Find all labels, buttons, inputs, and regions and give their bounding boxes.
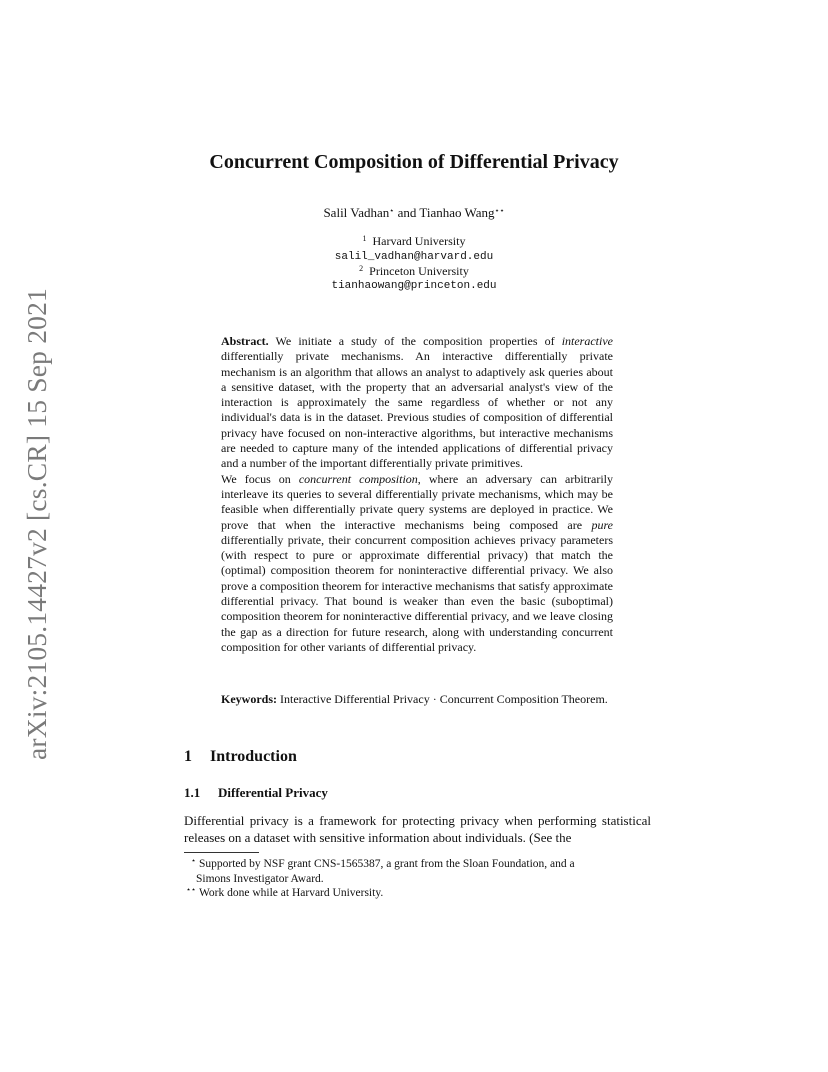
affiliation-2 <box>0 264 828 279</box>
author-footnote-mark: ⋆⋆ <box>494 206 505 215</box>
affiliation-1 <box>0 234 828 249</box>
section-title: Introduction <box>210 748 297 765</box>
footnote-1: ⋆ Supported by NSF grant CNS-1565387, a grant from the Sloan Foundation, and a Simons Investigator Award. <box>190 856 575 885</box>
abstract <box>221 334 613 655</box>
keywords-label: Keywords: <box>221 692 277 706</box>
affiliation-name: Harvard University <box>372 234 466 248</box>
author-name: Salil Vadhan <box>323 205 390 220</box>
abstract-label: Abstract. <box>221 334 269 348</box>
subsection-heading <box>184 785 328 801</box>
keywords-text: Interactive Differential Privacy · Concurrent Composition Theorem. <box>277 692 608 706</box>
body-paragraph: Differential privacy is a framework for protecting privacy when performing statistical releases on a dataset with sensitive information about individuals. (See the <box>184 813 651 845</box>
footnote-rule <box>184 852 259 853</box>
subsection-title: Differential Privacy <box>218 785 328 800</box>
section-heading <box>184 748 297 766</box>
affiliation-2-email: tianhaowang@princeton.edu <box>331 280 497 292</box>
keywords <box>221 692 613 707</box>
paper-title: Concurrent Composition of Differential Privacy <box>209 151 619 173</box>
subsection-number: 1.1 <box>184 785 201 800</box>
affiliation-mark: 2 <box>359 264 364 273</box>
affiliation-name: Princeton University <box>369 264 469 278</box>
affiliation-mark: 1 <box>362 234 367 243</box>
arxiv-identifier-stamp: arXiv:2105.14427v2 [cs.CR] 15 Sep 2021 <box>21 287 52 761</box>
abstract-paragraph-2: We focus on concurrent composition, where an adversary can arbitrarily interleave its queries to several differentially private mechanisms, which may be feasible when differentially private query systems are deployed in practice. We prove that when the interactive mechanisms being composed are pure differentially private, their concurrent composition achieves privacy parameters (with respect to pure or approximate differential privacy) that match the (optimal) composition theorem for noninteractive differential privacy. We also prove a composition theorem for interactive mechanisms that satisfy approximate differential privacy. That bound is weaker than even the basic (suboptimal) composition theorem for noninteractive differential privacy, and we leave closing the gap as a direction for future research, along with understanding concurrent composition for other variants of differential privacy. <box>221 471 613 654</box>
author-footnote-mark: ⋆ <box>389 206 395 215</box>
affiliation-1-email: salil_vadhan@harvard.edu <box>334 251 494 263</box>
author-line <box>0 205 828 221</box>
abstract-paragraph-1: Abstract. We initiate a study of the composition properties of interactive differentially private mechanisms. An interactive differentially private mechanism is an algorithm that allows an analyst to adaptively ask queries about a sensitive dataset, with the property that an adversarial analyst's view of the interaction is approximately the same regardless of whether or not any individual's data is in the dataset. Previous studies of composition of differential privacy have focused on non-interactive algorithms, but interactive mechanisms are needed to capture many of the intended applications of differential privacy and a number of the important differentially private primitives. <box>221 334 613 471</box>
author-connector: and <box>394 205 420 220</box>
footnote-2: ⋆⋆ Work done while at Harvard University. <box>185 885 384 899</box>
section-number: 1 <box>184 748 192 765</box>
author-name: Tianhao Wang <box>419 205 495 220</box>
